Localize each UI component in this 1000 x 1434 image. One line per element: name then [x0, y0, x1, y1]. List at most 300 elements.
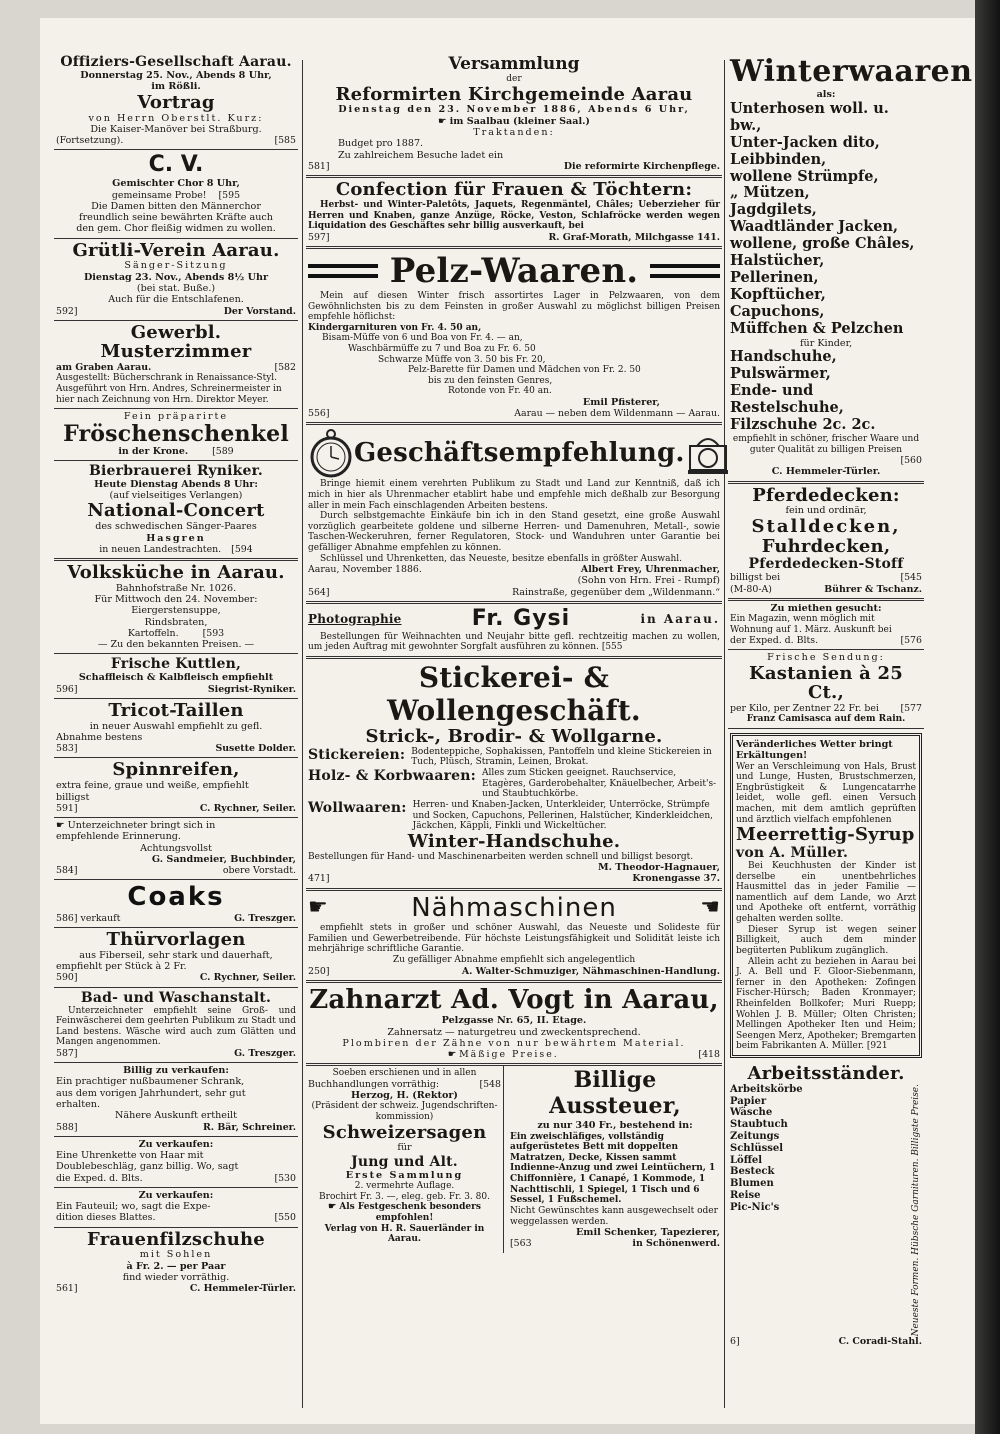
ad-froeschenschenkel	[54, 409, 298, 461]
column-middle	[306, 52, 722, 1420]
ad-text: Mein auf diesen Winter frisch assortirtes Lager in Pelzwaaren, von dem Gewöhnlichsten bis zu dem Feinsten in großer Auswahl zu möglichst billigen Preisen empfehle höflichst:	[308, 290, 720, 323]
pointing-hand-icon: ☛	[438, 115, 450, 127]
ad-text: Ein zweischläfiges, vollständig aufgerüstetes Bett mit doppelten Matratzen, Decke, Kissen sammt Indienne-Anzug und zwei Leintüchern, 1 Chiffonnière, 1 Canapé, 1 Kommode, 1 Nachttischli, 1 Spiegel, 1 Tisch und 6 Sessel, 1 Fußschemel.	[510, 1131, 716, 1206]
winter-item: Halstücher,	[730, 252, 825, 270]
ad-text: Herbst- und Winter-Paletôts, Jaquets, Regenmäntel, Châles; Ueberzieher für Herren und Knaben, ganze Anzüge, Röcke, Veston, Schlafröcke werden wegen Liquidation des Geschäftes sehr billig ausverkauft, bei	[308, 199, 720, 232]
ad-line: (Sohn von Hrn. Frei - Rumpf)	[577, 575, 720, 587]
ad-spinnreifen	[54, 758, 298, 818]
ad-signature: G. Treszger.	[234, 1048, 296, 1060]
ad-category: Wollwaaren:	[308, 799, 407, 816]
ad-signature: Albert Frey, Uhrenmacher,	[580, 564, 720, 576]
ad-number: 564]	[308, 586, 330, 598]
winter-item: Capuchons,	[730, 303, 825, 321]
pocket-watch-icon	[308, 427, 354, 479]
ad-uhrenkette	[54, 1137, 298, 1188]
ad-text: Alles zum Sticken geeignet. Rauchservice, Etagères, Garderobehalter, Knäuelbecher, Arbeit's- und Staubtuchkörbe.	[482, 768, 717, 800]
ad-fauteuil	[54, 1188, 298, 1228]
ad-line: Achtungsvollst	[140, 842, 212, 854]
ad-line: (Präsident der schweiz. Jugendschriften-	[311, 1101, 498, 1112]
ad-line: extra feine, graue und weiße, empfiehlt	[56, 780, 249, 792]
winter-item: Unterhosen woll. u. bw.,	[730, 99, 889, 134]
ad-bierbrauerei	[54, 461, 298, 561]
ad-line: für	[397, 1142, 412, 1154]
ad-line: Die Damen bitten den Männerchor	[91, 200, 261, 212]
ad-kuttlen	[54, 654, 298, 699]
pointing-hand-icon: ☛	[56, 819, 68, 831]
ad-signature: C. Rychner, Seiler.	[199, 972, 296, 984]
ad-cv	[54, 150, 298, 238]
ad-subtitle: von A. Müller.	[736, 844, 849, 861]
ad-line: Sänger-Sitzung	[124, 260, 228, 272]
ad-line: Mäßige Preise.	[459, 1049, 559, 1061]
ad-number: [585	[274, 135, 296, 147]
ad-line: Ein Magazin, wenn möglich mit	[730, 613, 875, 624]
ad-line: des schwedischen Sänger-Paares	[95, 521, 257, 533]
ad-number: [530	[274, 1172, 296, 1184]
ad-line: als:	[816, 89, 836, 101]
ad-heading: National-Concert	[87, 500, 265, 522]
ad-line: Unterzeichneter bringt sich in	[67, 819, 216, 831]
ad-title: Bierbrauerei Ryniker.	[88, 462, 264, 479]
ad-volkskueche	[54, 561, 298, 654]
ad-kastanien	[728, 650, 924, 729]
ad-number: 6]	[730, 1336, 740, 1348]
ad-frauenfilzschuhe	[54, 1228, 298, 1298]
column-rule-2	[724, 60, 725, 1408]
ad-number: [577	[900, 703, 922, 715]
ad-line: (auf vielseitiges Verlangen)	[109, 490, 243, 502]
winter-item: Handschuhe,	[730, 348, 837, 366]
pointing-hand-left-icon: ☚	[700, 894, 720, 920]
pointing-hand-icon: ☛	[328, 1202, 340, 1213]
mantel-clock-icon	[685, 430, 731, 476]
ad-title: Fr. Gysi	[471, 605, 571, 631]
ad-title: Geschäftsempfehlung.	[354, 438, 685, 469]
ad-number: [576	[900, 635, 922, 647]
ad-heading: Zu miethen gesucht:	[770, 602, 882, 614]
ad-number: [589	[212, 445, 234, 457]
ad-line: Wohnung auf 1. März. Auskunft bei	[730, 624, 892, 635]
ad-title: Zahnarzt Ad. Vogt in Aarau,	[309, 984, 719, 1015]
ad-subtitle: Reformirten Kirchgemeinde Aarau	[335, 83, 693, 105]
ad-title: Stickerei- & Wollengeschäft.	[387, 660, 641, 728]
ad-line: Die Kaiser-Manöver bei Straßburg.	[90, 123, 262, 135]
ad-line: Als Festgeschenk besonders empfohlen!	[339, 1202, 481, 1224]
ad-line: Plombiren der Zähne von nur bewährtem Material.	[342, 1038, 686, 1050]
ad-signature: Die reformirte Kirchenpflege.	[563, 161, 720, 173]
winter-item: Unter-Jacken dito,	[730, 133, 880, 151]
ad-number: 587]	[56, 1048, 78, 1060]
ad-number: [563	[510, 1238, 532, 1250]
arbeit-item: Reise	[730, 1189, 761, 1201]
ad-item: Rotonde von Fr. 40 an.	[448, 386, 552, 397]
ad-item: Schwarze Müffe von 3. 50 bis Fr. 20,	[378, 354, 546, 365]
winter-item: Pulswärmer,	[730, 365, 831, 383]
ad-line: Auch für die Entschlafenen.	[108, 294, 244, 306]
ad-text: Bodenteppiche, Sophakissen, Pantoffeln und kleine Stickereien in Tuch, Plüsch, Stramin, Leinen, Brokat.	[411, 746, 712, 768]
ad-line: billigst bei	[730, 572, 781, 584]
bottom-row	[306, 1066, 722, 1252]
ad-text: Ausgestellt: Bücherschrank in Renaissance-Styl. Ausgeführt von Hrn. Andres, Schreinermeister in hier nach Zeichnung von Hrn. Direktor Meyer.	[56, 373, 282, 405]
ad-line: Aarau — neben dem Wildenmann — Aarau.	[514, 408, 720, 420]
decorative-bar	[308, 264, 378, 278]
column-right	[728, 52, 973, 1420]
ad-number: 597]	[308, 231, 330, 243]
ad-text: Unterzeichneter empfiehlt seine Groß- und Feinwäscherei dem geehrten Publikum zu Stadt und Land bestens. Wäsche wird auch zum Glätten und Mangen angenommen.	[56, 1005, 296, 1048]
decorative-bar	[650, 264, 720, 278]
ad-line: den gem. Chor fleißig widmen zu wollen.	[76, 223, 276, 235]
ad-title: Winterwaaren	[730, 54, 973, 89]
ad-number: 584]	[56, 865, 78, 877]
winter-item: „ Mützen,	[730, 184, 810, 202]
ad-signature: R. Graf-Morath, Milchgasse 141.	[548, 231, 720, 243]
ad-number: [594	[231, 543, 253, 555]
ad-number: 586]	[56, 912, 78, 924]
ad-title: Versammlung	[448, 54, 580, 74]
ad-number: [593	[202, 627, 225, 639]
ad-heading: Zu verkaufen:	[138, 1138, 214, 1150]
ad-line: find wieder vorräthig.	[122, 1271, 230, 1283]
ad-number: [595	[218, 189, 241, 201]
page-edge-shadow	[975, 0, 1000, 1434]
winter-item: wollene Strümpfe,	[730, 167, 879, 185]
ad-subtitle: Jung und Alt.	[351, 1153, 458, 1170]
arbeit-item: Besteck	[730, 1166, 775, 1178]
ad-line: aus Fiberseil, sehr stark und dauerhaft,	[79, 949, 273, 961]
ad-signature: Siegrist-Ryniker.	[207, 683, 296, 695]
ad-gruetli	[54, 239, 298, 321]
column-left	[54, 52, 298, 1420]
ad-number: [560	[900, 455, 922, 467]
ad-number: 590]	[56, 972, 78, 984]
ad-title: Kastanien à 25 Ct.,	[749, 662, 903, 704]
winter-item: Müffchen & Pelzchen	[730, 320, 904, 338]
ad-line: freundlich seine bewährten Kräfte auch	[79, 211, 273, 223]
ad-item: Bisam-Müffe von 6 und Boa von Fr. 4. — an,	[322, 333, 523, 344]
ad-meerrettig-syrup	[730, 733, 922, 1058]
ad-winterwaaren	[728, 52, 973, 484]
ad-text: Nicht Gewünschtes kann ausgewechselt oder weggelassen werden.	[510, 1205, 718, 1227]
ad-heading: Zu verkaufen:	[138, 1189, 214, 1201]
ad-signature: G. Treszger.	[234, 912, 296, 924]
ad-number: [545	[900, 572, 922, 584]
ad-line: Eiergerstensuppe,	[131, 605, 221, 617]
winter-item: Filzschuhe 2c. 2c.	[730, 416, 876, 434]
ad-signature: Der Vorstand.	[223, 305, 296, 317]
ad-item: Waschbärmüffe zu 7 und Boa zu Fr. 6. 50	[348, 343, 536, 354]
ad-signature: M. Theodor-Hagnauer,	[597, 862, 720, 874]
ad-text: Schlüssel und Uhrenketten, das Neueste, besitze ebenfalls in größter Auswahl.	[320, 553, 682, 564]
ad-line: Fein präparirte	[123, 411, 229, 423]
ad-heading: Winter-Handschuhe.	[407, 830, 621, 852]
ad-line: Hasgren	[146, 532, 206, 544]
ad-line: in Aarau.	[640, 611, 720, 626]
ad-gewerbl	[54, 321, 298, 410]
column-rule-1	[302, 60, 303, 1408]
ad-signature: C. Hemmeler-Türler.	[771, 466, 881, 478]
ad-line: verkauft	[80, 912, 121, 924]
ad-text: Bestellungen für Hand- und Maschinenarbeiten werden schnell und billigst besorgt.	[308, 851, 694, 862]
ad-geschaeftsempfehlung	[306, 425, 722, 603]
ad-aussteuer	[508, 1066, 722, 1252]
ad-coaks	[54, 880, 298, 928]
arbeit-item: Löffel	[730, 1154, 763, 1166]
ad-number: 592]	[56, 305, 78, 317]
ad-subtitle: Strick-, Brodir- & Wollgarne.	[365, 726, 663, 748]
arbeit-item: Papier	[730, 1095, 767, 1107]
ad-signature: Emil Schenker, Tapezierer,	[575, 1227, 720, 1239]
ad-title: Bad- und Waschanstalt.	[80, 989, 272, 1006]
ad-title: Gewerbl. Musterzimmer	[100, 321, 252, 363]
arbeit-item: Zeitungs	[730, 1131, 780, 1142]
ad-line: aus dem vorigen Jahrhundert, sehr gut	[56, 1087, 246, 1099]
ad-tricot	[54, 699, 298, 759]
ad-line: Doublebeschläg, ganz billig. Wo, sagt	[56, 1161, 239, 1173]
ad-photographie-gysi	[306, 604, 722, 659]
ad-line: Abnahme bestens	[56, 731, 143, 743]
ad-line: empfehlende Erinnerung.	[56, 831, 181, 843]
winter-item-list	[730, 101, 922, 434]
ad-text: Bestellungen für Weihnachten und Neujahr bitte gefl. rechtzeitig machen zu wollen, um jeden Auftrag mit gewohnter Sorgfalt ausführen zu können.	[308, 631, 720, 653]
winter-item: wollene, große Châles,	[730, 235, 915, 253]
pointing-hand-right-icon: ☛	[308, 894, 328, 920]
ad-text: Herren- und Knaben-Jacken, Unterkleider, Unterröcke, Strümpfe und Socken, Capuchons, Pellerinen, Halstücher, Kinderkleidchen, Jäckchen, Käppli, Finkli und Wickeltücher.	[412, 799, 714, 832]
winter-item: Waadtländer Jacken,	[730, 218, 899, 236]
ad-stickerei	[306, 659, 722, 891]
ad-zu-miethen	[728, 601, 924, 651]
ad-title: Thürvorlagen	[106, 929, 246, 951]
ad-line: Kronengasse 37.	[632, 873, 720, 885]
ad-line: Eine Uhrenkette von Haar mit	[56, 1150, 204, 1162]
ad-line: à Fr. 2. — per Paar	[126, 1260, 226, 1272]
ad-text: empfiehlt stets in großer und schöner Auswahl, das Neueste und Solideste für Familien und Gewerbetreibende. Für höchste Leistungsfähigkeit und Solidität leiste ich mehrjährige schriftliche Garantie.	[308, 923, 720, 955]
ad-category: Holz- & Korbwaaren:	[308, 768, 477, 785]
ad-title: C. V.	[148, 152, 204, 178]
ad-line: in Schönenwerd.	[632, 1238, 720, 1250]
ad-title: Coaks	[127, 882, 225, 913]
ad-schrank	[54, 1063, 298, 1137]
ad-text: Bringe hiemit einem verehrten Publikum zu Stadt und Land zur Kenntniß, daß ich mich in hier als Uhrenmacher etablirt habe und empfehle mich deßhalb zur Besorgung aller in mein Fach einschlagenden Arbeiten bestens.	[308, 479, 720, 511]
ad-line: Kartoffeln.	[127, 627, 179, 639]
ad-heading: Vortrag	[137, 91, 215, 113]
ad-heading: Billig zu verkaufen:	[123, 1065, 229, 1077]
ad-title: Confection für Frauen & Töchtern:	[335, 179, 693, 201]
arbeit-item: Blumen	[730, 1178, 774, 1190]
ad-number: [921	[866, 1041, 888, 1052]
arbeit-item: Pic-Nic's	[730, 1201, 780, 1213]
ad-signature: Susette Dolder.	[215, 743, 296, 755]
winter-item: Kopftücher,	[730, 286, 826, 304]
ad-line: die Exped. d. Blts.	[56, 1172, 143, 1184]
ad-text: Wer an Verschleimung von Hals, Brust und Lunge, Husten, Brustschmerzen, Engbrüstigkeit & Lungencatarrhe leidet, wolle gefl. einen Versuch machen, mit dem amtlich geprüften und ärztlich vielfach empfohlenen	[736, 761, 916, 825]
ad-item: bis zu den feinsten Genres,	[428, 375, 553, 386]
ad-line: obere Vorstadt.	[222, 865, 296, 877]
ad-title: Fröschenschenkel	[63, 420, 289, 447]
ad-line: Brochirt Fr. 3. —, eleg. geb. Fr. 3. 80.	[319, 1191, 490, 1202]
ad-number: [582	[274, 362, 296, 374]
ad-signature: R. Bär, Schreiner.	[203, 1121, 296, 1133]
ad-title: Arbeitsständer.	[747, 1063, 905, 1085]
ad-line: Schaffleisch & Kalbfleisch empfiehlt	[78, 672, 274, 684]
ad-signature: A. Walter-Schmuziger, Nähmaschinen-Handlung.	[461, 965, 720, 977]
ad-text: Durch selbstgemachte Einkäufe bin ich in den Stand gesetzt, eine große Auswahl vorzüglich gearbeitete goldene und silberne Herren- und Damenuhren, Metall-, sowie Taschen-Weckeruhren, ferner Regulatoren, Stock- und Wanduhren unter Garantie bei gefälliger Abnahme empfehlen zu können.	[308, 511, 720, 554]
ad-title: Veränderliches Wetter bringt Erkältungen!	[736, 738, 893, 762]
ad-line: Zahnersatz — naturgetreu und zweckentsprechend.	[387, 1026, 641, 1038]
ad-line: Ein Fauteuil; wo, sagt die Expe-	[56, 1201, 211, 1213]
ad-signature: G. Sandmeier, Buchbinder,	[151, 853, 296, 865]
ad-line: Frische Sendung:	[767, 652, 885, 664]
ad-date: Aarau, November 1886.	[308, 564, 422, 576]
pointing-hand-icon: ☛	[447, 1049, 460, 1061]
ad-number: 583]	[56, 743, 78, 755]
ad-signature: Bührer & Tschanz.	[824, 583, 922, 595]
ad-title: Schweizersagen	[322, 1121, 487, 1143]
ad-line: empfiehlt per Stück à 2 Fr.	[56, 961, 187, 973]
arbeit-item-list	[730, 1084, 905, 1336]
ad-line: Ein prachtiger nußbaumener Schrank,	[56, 1076, 245, 1088]
ad-line: der	[506, 74, 522, 85]
arbeit-item: Schlüssel	[730, 1142, 784, 1154]
ad-thuervorlagen	[54, 928, 298, 988]
ad-line: Rainstraße, gegenüber dem „Wildenmann.“	[512, 586, 720, 598]
ad-text: empfiehlt in schöner, frischer Waare und guter Qualität zu billigen Preisen	[732, 434, 920, 455]
ad-heading: Stalldecken,	[751, 515, 901, 537]
winter-item: Ende- und Restelschuhe,	[730, 382, 844, 417]
ad-schweizersagen	[306, 1066, 504, 1252]
ad-signature: C. Coradi-Stahl.	[838, 1336, 922, 1348]
ad-signature: Franz Camisasca auf dem Rain.	[746, 714, 906, 725]
ad-title: Offiziers-Gesellschaft Aarau.	[60, 54, 292, 70]
ad-number: 596]	[56, 683, 78, 695]
ad-pelzwaaren	[306, 249, 722, 426]
ad-line: (bei stat. Buße.)	[136, 282, 216, 294]
ad-line: in neuen Landestrachten.	[99, 543, 222, 555]
ad-line: im Rößli.	[151, 81, 201, 93]
ad-line: im Saalbau (kleiner Saal.)	[449, 115, 590, 127]
ad-line: Nähere Auskunft ertheilt	[115, 1110, 237, 1122]
ad-arbeitsstaender	[728, 1062, 924, 1350]
ad-text: Allein acht zu beziehen in Aarau bei J. A. Bell und F. Gloor-Siebenmann, ferner in den Apotheken: Zofingen Fischer-Hürsch; Baden Kronmayer; Rheinfelden Bollkofer; Muri Ruepp; Wohlen J. B. Müller; Olten Christen; Mellingen Apotheker Iten und Heim; Seengen Merz, Apotheker; Bremgarten beim Fabrikanten A. Müller.	[736, 956, 917, 1052]
ad-line: billigst	[56, 791, 90, 803]
ad-title: Tricot-Taillen	[108, 699, 244, 721]
ad-heading: Fuhrdecken,	[761, 535, 891, 557]
ad-line: Heute Dienstag Abends 8 Uhr:	[94, 478, 258, 490]
ad-line: dition dieses Blattes.	[56, 1212, 156, 1224]
ad-line: Zu gefälliger Abnahme empfiehlt sich angelegentlich	[392, 955, 636, 966]
ad-line: Donnerstag 25. Nov., Abends 8 Uhr,	[80, 70, 272, 82]
ad-title: Frauenfilzschuhe	[87, 1228, 265, 1250]
winter-item: Pellerinen,	[730, 269, 819, 287]
ad-line: mit Sohlen	[139, 1249, 213, 1261]
ad-line: zu nur 340 Fr., bestehend in:	[537, 1120, 693, 1132]
ad-line: 2. vermehrte Auflage.	[354, 1181, 455, 1192]
arbeit-item: Staubtuch	[730, 1119, 788, 1131]
ad-number: [550	[274, 1212, 296, 1224]
ad-line: Soeben erschienen und in allen	[332, 1068, 477, 1079]
ad-versammlung	[306, 52, 722, 178]
winter-item: für Kinder,	[800, 338, 853, 350]
arbeit-item: Wäsche	[730, 1107, 773, 1119]
ad-line: Dienstag 23. Nov., Abends 8½ Uhr	[83, 271, 269, 283]
ad-line: von Herrn Oberstlt. Kurz:	[88, 112, 264, 124]
ad-text: Dieser Syrup ist wegen seiner Billigkeit, auch dem minder begüterten Publikum zugänglich.	[736, 924, 916, 956]
ad-number: 581]	[308, 161, 330, 173]
ad-line: fein und ordinär,	[785, 505, 867, 517]
ad-signature: C. Rychner, Seiler.	[199, 802, 296, 814]
ad-item: Kindergarnituren von Fr. 4. 50 an,	[308, 322, 482, 333]
ad-line: in der Krone.	[118, 445, 189, 457]
ad-side-note: Neueste Formen. Hübsche Garnituren. Billigste Preise.	[911, 1083, 922, 1337]
ad-line: Dienstag den 23. November 1886, Abends 6 Uhr,	[338, 104, 690, 116]
ad-line: Photographie	[308, 611, 402, 626]
ad-waschanstalt	[54, 988, 298, 1064]
ad-line: Pelzgasse Nr. 65, II. Etage.	[441, 1015, 587, 1027]
ad-title: Grütli-Verein Aarau.	[72, 239, 280, 261]
ad-title: Nähmaschinen	[411, 892, 617, 923]
ad-title: Pelz-Waaren.	[389, 250, 639, 291]
ad-line: Rindsbraten,	[144, 616, 208, 628]
ad-line: per Kilo, per Zentner 22 Fr. bei	[730, 703, 879, 715]
ad-line: Buchhandlungen vorräthig:	[308, 1079, 439, 1091]
ad-number: [548	[479, 1079, 501, 1091]
ad-line: — Zu den bekannten Preisen. —	[97, 639, 255, 651]
ad-line: Traktanden:	[473, 127, 555, 139]
ad-number: 591]	[56, 802, 78, 814]
ad-item: Pelz-Barette für Damen und Mädchen von Fr. 2. 50	[408, 365, 641, 376]
ad-text: Bei Keuchhusten der Kinder ist derselbe ein unentbehrliches Hausmittel das in jeder Familie — namentlich auf dem Lande, wo Arzt und Apotheke oft entfernt, vorräthig gehalten werden sollte.	[736, 861, 916, 925]
ad-title: Spinnreifen,	[112, 759, 240, 781]
ad-naehmaschinen	[306, 891, 722, 983]
ad-line: Bahnhofstraße Nr. 1026.	[115, 582, 237, 594]
winter-item: Jagdgilets,	[730, 201, 817, 219]
ad-confection	[306, 178, 722, 249]
ad-title: Volksküche in Aarau.	[67, 561, 285, 583]
ad-title: Pferdedecken:	[752, 484, 900, 506]
ad-line: Budget pro 1887.	[338, 138, 424, 150]
ad-offiziers	[54, 52, 298, 150]
ad-number: [555	[601, 642, 623, 653]
ad-heading: Pferdedecken-Stoff	[748, 556, 904, 573]
ad-line: der Exped. d. Blts.	[730, 635, 819, 647]
ad-line: Gemischter Chor 8 Uhr,	[112, 178, 240, 190]
ad-number: 561]	[56, 1283, 78, 1295]
ad-number: 471]	[308, 873, 330, 885]
ad-heading: Meerrettig-Syrup	[736, 824, 915, 846]
ad-title: Billige Aussteuer,	[549, 1067, 681, 1120]
ad-line: (M-80-A)	[730, 583, 772, 595]
ad-line: in neuer Auswahl empfiehlt zu gefl.	[89, 720, 263, 732]
ad-number: [418	[698, 1049, 720, 1061]
ad-line: am Graben Aarau.	[56, 362, 152, 374]
ad-signature: C. Hemmeler-Türler.	[189, 1283, 296, 1295]
ad-line: Zu zahlreichem Besuche ladet ein	[338, 149, 504, 161]
arbeit-item: Arbeitskörbe	[730, 1083, 803, 1095]
ad-pferdedecken	[728, 484, 924, 601]
winter-item: Leibbinden,	[730, 150, 827, 168]
ad-number: 556]	[308, 408, 330, 420]
ad-number: 250]	[308, 965, 330, 977]
ad-number: 588]	[56, 1121, 78, 1133]
ad-line: Erste Sammlung	[345, 1169, 464, 1181]
ad-signature: Emil Pfisterer,	[582, 397, 660, 409]
ad-line: erhalten.	[56, 1099, 100, 1111]
ad-sandmeier	[54, 818, 298, 880]
ad-title: Frische Kuttlen,	[110, 656, 242, 673]
ad-line: Verlag von H. R. Sauerländer in Aarau.	[324, 1223, 485, 1245]
ad-zahnarzt	[306, 983, 722, 1067]
ad-line: gemeinsame Probe!	[111, 189, 207, 201]
ad-line: kommission)	[375, 1112, 434, 1123]
